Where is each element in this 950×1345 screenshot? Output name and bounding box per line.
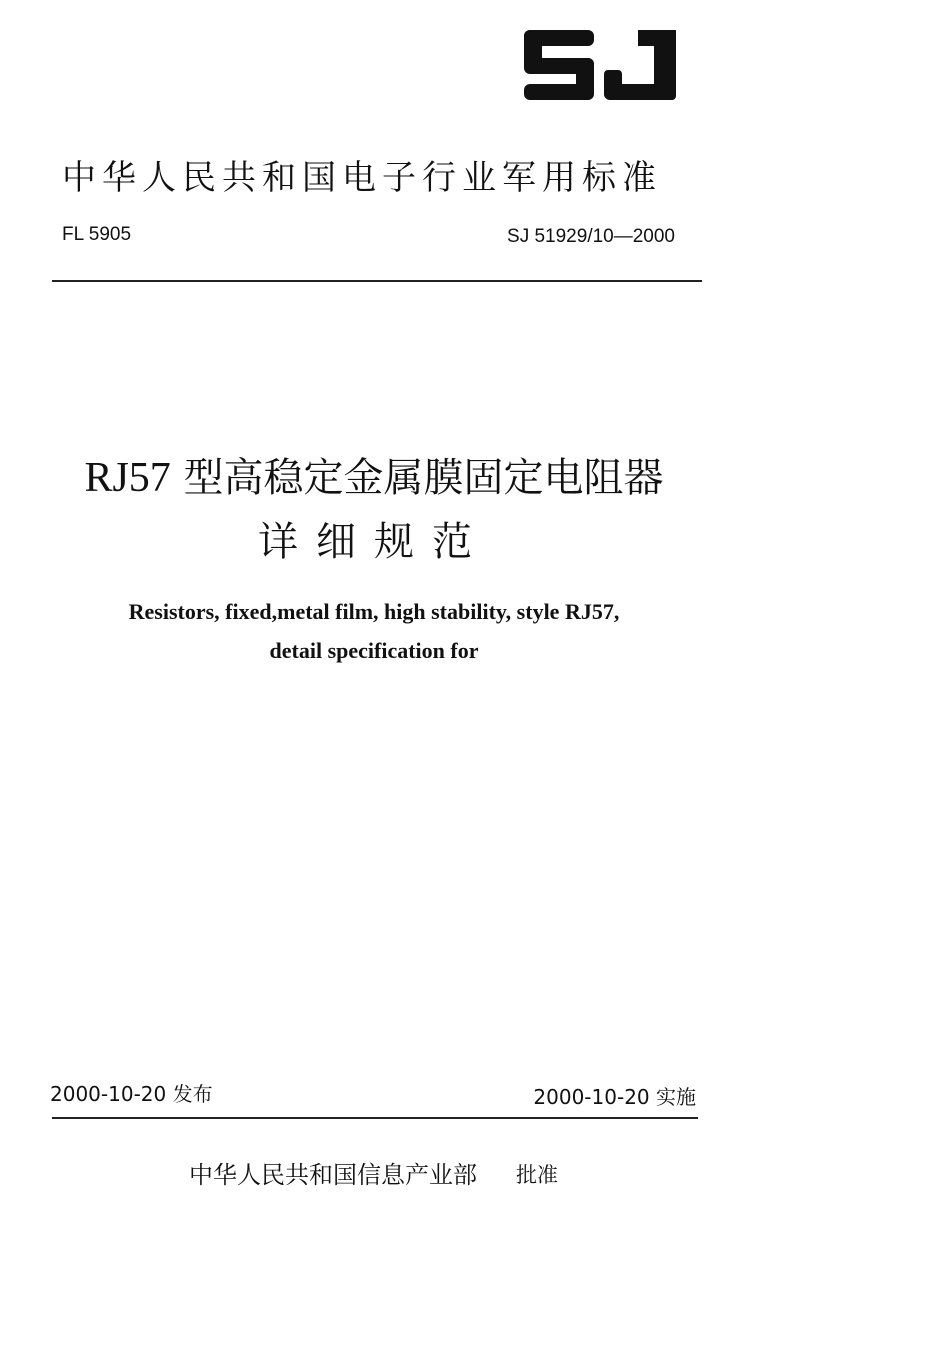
approved-label: 批准 <box>516 1163 558 1187</box>
issue-date: 2000-10-20 发布 <box>50 1082 213 1106</box>
sj-logo <box>520 18 684 118</box>
standard-category-title: 中华人民共和国电子行业军用标准 <box>62 158 662 198</box>
title-zh-rest: 型高稳定金属膜固定电阻器 <box>183 455 664 501</box>
document-title-en-line1: Resistors, fixed,metal film, high stability, style RJ57, <box>128 599 620 624</box>
document-title-en-line2: detail specification for <box>269 638 479 663</box>
approving-authority: 中华人民共和国信息产业部 <box>189 1161 477 1189</box>
implementation-date: 2000-10-20 实施 <box>533 1085 696 1109</box>
footer-divider <box>52 1117 698 1119</box>
document-title-zh <box>0 446 748 503</box>
document-subtitle-zh: 详细规范 <box>258 519 490 565</box>
standard-number: SJ 51929/10—2000 <box>507 226 675 247</box>
classification-code: FL 5905 <box>62 224 132 245</box>
header-divider <box>52 280 702 282</box>
title-code: RJ57 <box>84 455 171 501</box>
